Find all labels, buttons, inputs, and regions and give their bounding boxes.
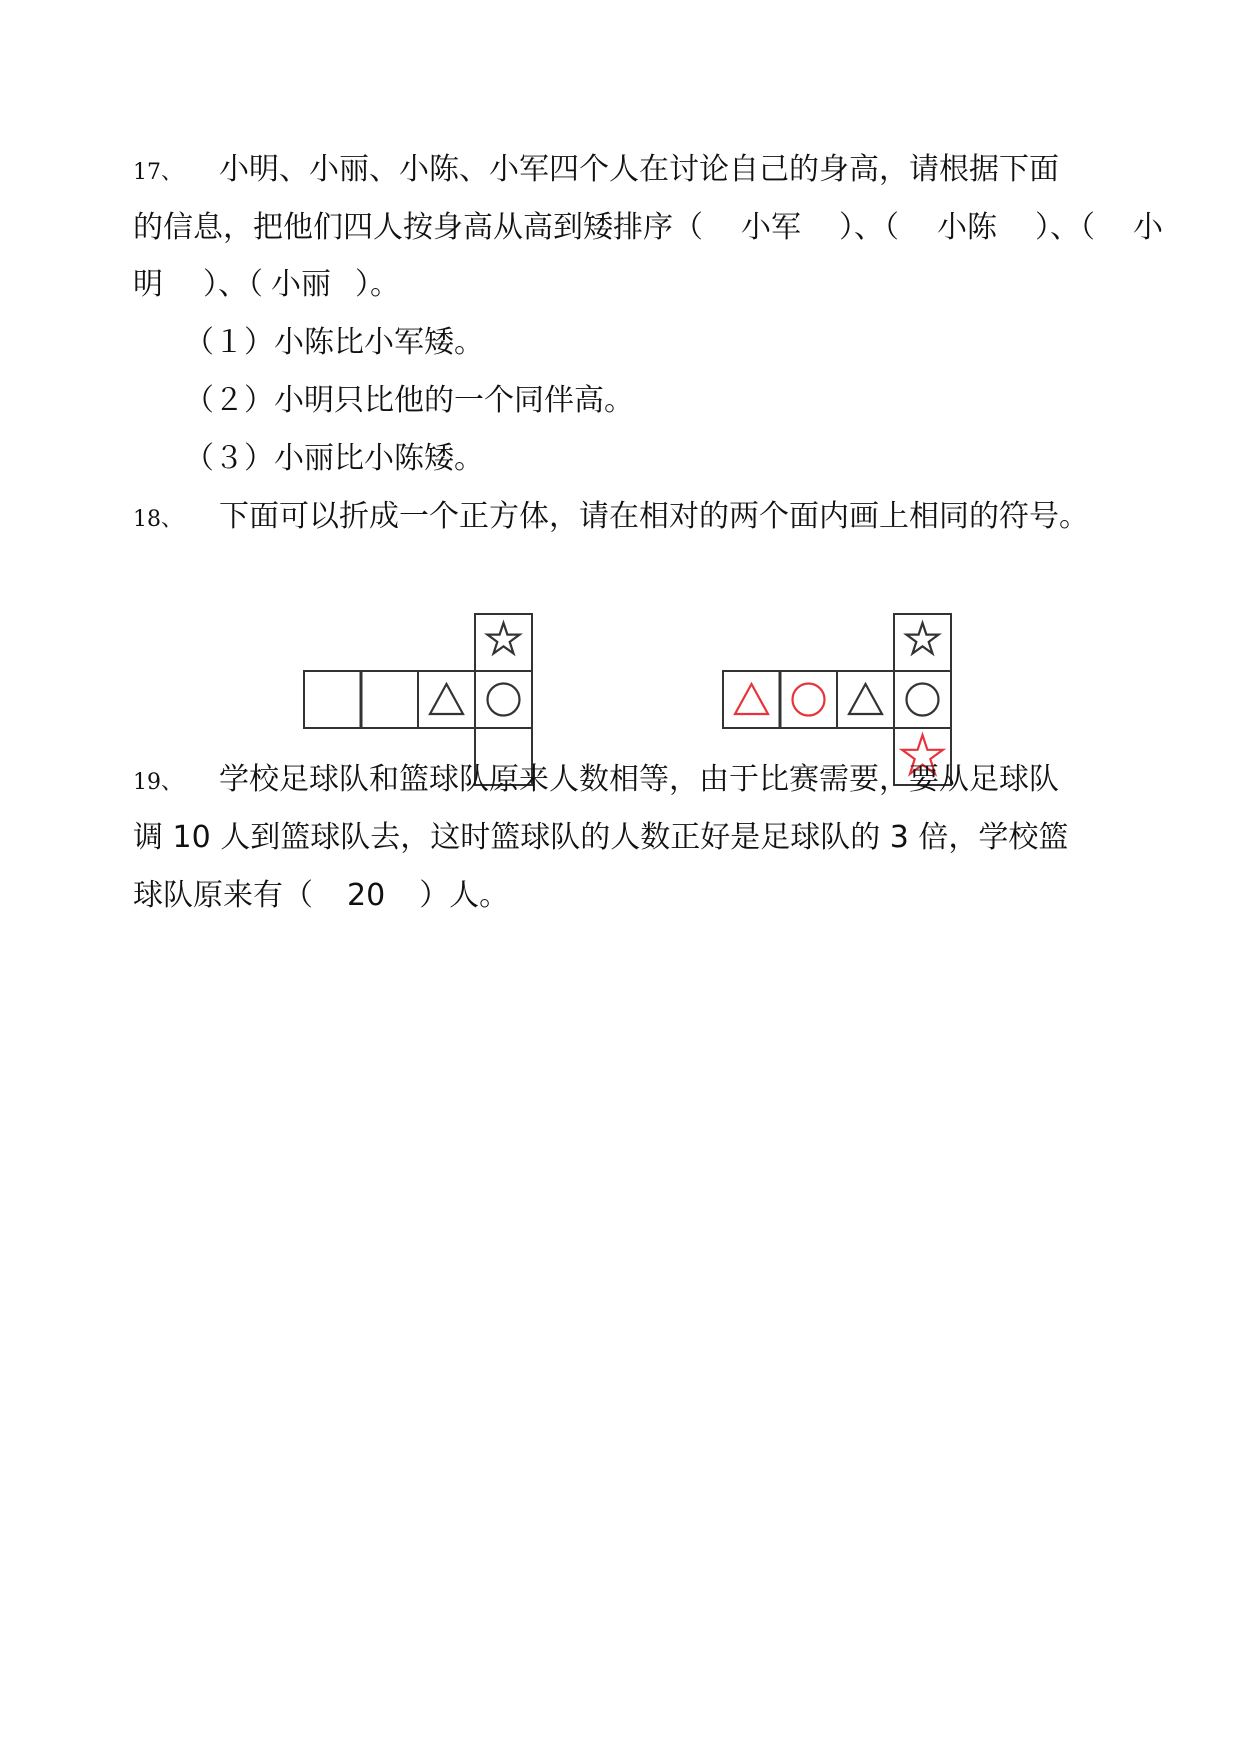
q17-separator-2: ）、（ [1035, 210, 1095, 245]
star-icon [906, 623, 938, 654]
q17-separator-1: ）、（ [839, 210, 899, 245]
q19-line1 [133, 760, 1163, 800]
circle-icon [488, 684, 520, 716]
q17-text-line2: 的信息，把他们四人按身高从高到矮排序（ [133, 210, 703, 245]
q17-clue-1: （１）小陈比小军矮。 [184, 325, 484, 360]
q18-line1 [133, 497, 1163, 537]
q19-text-line3-prefix: 球队原来有（ [133, 878, 313, 913]
triangle-icon [430, 684, 463, 714]
q19-number: 19、 [133, 770, 183, 795]
q17-end: ）。 [355, 267, 400, 302]
q17-text-line1: 小明、小丽、小陈、小军四个人在讨论自己的身高，请根据下面 [219, 152, 1059, 187]
red-circle-icon [793, 684, 825, 716]
triangle-icon [849, 684, 882, 714]
q17-number: 17、 [133, 160, 183, 185]
net-face-4 [475, 671, 532, 728]
q17-answer-1: 小军 [741, 210, 801, 245]
net-face-2 [780, 671, 837, 728]
net-face-3 [418, 671, 475, 728]
q17-line3 [133, 265, 1163, 305]
q17-line2 [133, 208, 1163, 248]
q17-answer-4: 小丽 [271, 267, 331, 302]
q18-number: 18、 [133, 507, 183, 532]
q17-answer-3-start: 小 [1133, 210, 1163, 245]
q19-text-line1: 学校足球队和篮球队原来人数相等，由于比赛需要，要从足球队 [219, 762, 1059, 797]
star-icon [487, 623, 519, 654]
q18-text: 下面可以折成一个正方体，请在相对的两个面内画上相同的符号。 [219, 499, 1089, 534]
q19-answer: 20 [347, 878, 386, 913]
q17-separator-3: ）、（ [203, 267, 263, 302]
q17-answer-2: 小陈 [937, 210, 997, 245]
net-face-1 [723, 671, 780, 728]
red-triangle-icon [735, 684, 768, 714]
q17-line1 [133, 150, 1163, 190]
q19-text-line3-suffix: ）人。 [419, 878, 510, 913]
q17-clue-2: （２）小明只比他的一个同伴高。 [184, 383, 634, 418]
net-face-3 [837, 671, 894, 728]
q17-clue-3: （３）小丽比小陈矮。 [184, 441, 484, 476]
net-face-2 [361, 671, 418, 728]
q17-answer-3-end: 明 [133, 267, 163, 302]
net-face-1 [304, 671, 361, 728]
net-face-4 [894, 671, 951, 728]
q19-line3 [133, 876, 1163, 916]
q19-text-line2: 调 10 人到篮球队去，这时篮球队的人数正好是足球队的 3 倍，学校篮 [133, 820, 1069, 855]
circle-icon [907, 684, 939, 716]
